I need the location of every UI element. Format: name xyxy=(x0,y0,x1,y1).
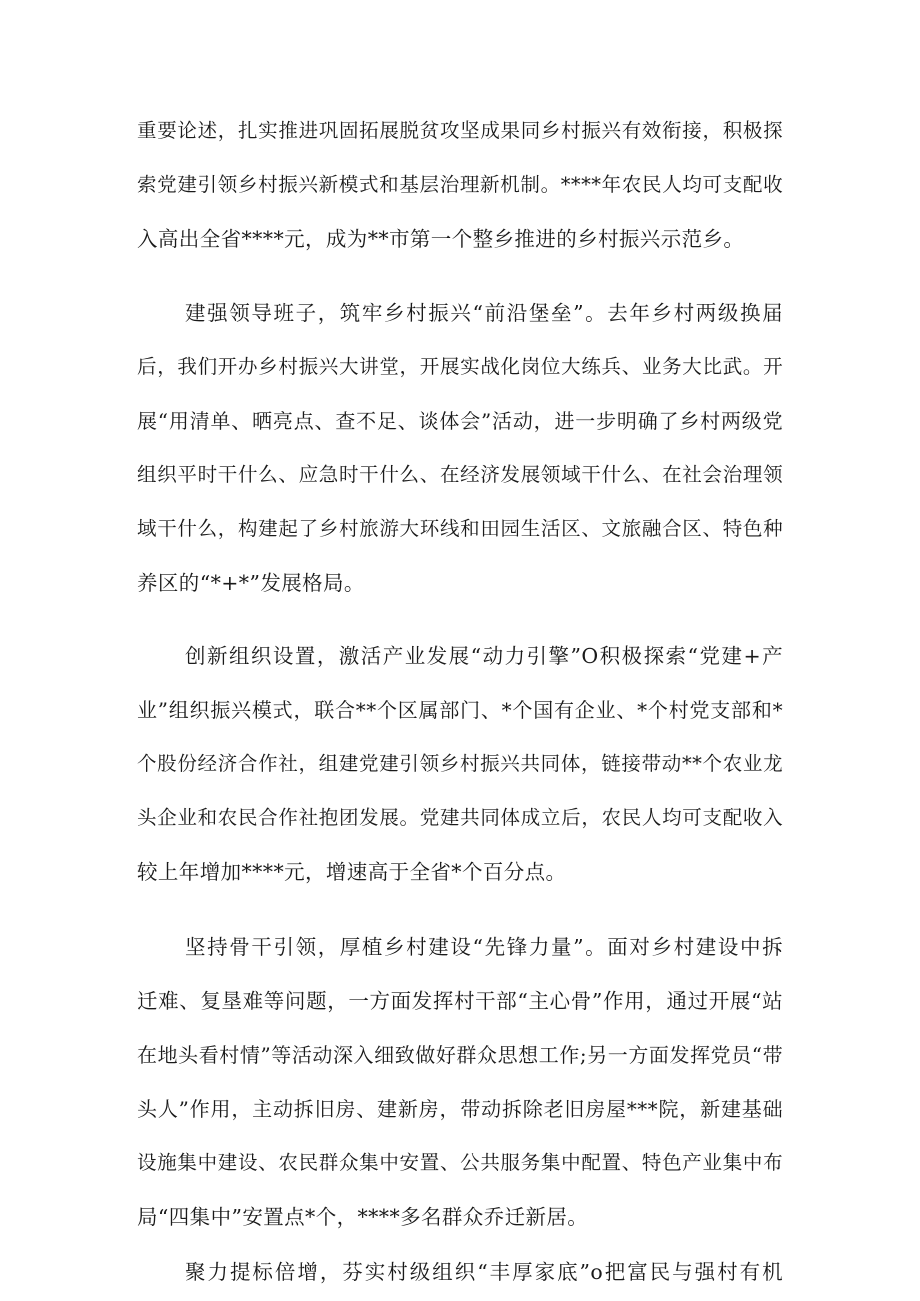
text-line: 创新组织设置，激活产业发展“动力引擎”O积极探索“党建+产 xyxy=(185,644,783,668)
text-line: 头企业和农民合作社抱团发展。党建共同体成立后，农民人均可支配收入 xyxy=(137,806,783,829)
text-line: 养区的“*+*”发展格局。 xyxy=(137,571,365,595)
text-line: 建强领导班子，筑牢乡村振兴“前沿堡垒”。去年乡村两级换届 xyxy=(185,301,783,325)
text-line: 头人”作用，主动拆旧房、建新房，带动拆除老旧房屋***院，新建基础 xyxy=(137,1097,783,1121)
text-line: 展“用清单、晒亮点、查不足、谈体会”活动，进一步明确了乡村两级党 xyxy=(137,409,783,433)
text-line: 聚力提标倍增，芬实村级组织“丰厚家底”o把富民与强村有机 xyxy=(185,1260,783,1284)
text-line: 局“四集中”安置点*个，****多名群众乔迁新居。 xyxy=(137,1205,589,1229)
text-line: 较上年增加****元，增速高于全省*个百分点。 xyxy=(137,860,567,884)
text-line: 业”组织振兴模式，联合**个区属部门、*个国有企业、*个村党支部和* xyxy=(137,698,783,722)
text-line: 设施集中建设、农民群众集中安置、公共服务集中配置、特色产业集中布 xyxy=(137,1151,783,1174)
text-line: 入高出全省****元，成为**市第一个整乡推进的乡村振兴示范乡。 xyxy=(137,227,745,251)
text-line: 组织平时干什么、应急时干什么、在经济发展领域干什么、在社会治理领 xyxy=(137,463,783,486)
text-line: 重要论述，扎实推进巩固拓展脱贫攻坚成果同乡村振兴有效衔接，积极探 xyxy=(137,119,783,142)
text-line: 在地头看村情”等活动深入细致做好群众思想工作;另一方面发挥党员“带 xyxy=(137,1043,783,1067)
text-line: 迁难、复垦难等问题，一方面发挥村干部“主心骨”作用，通过开展“站 xyxy=(137,989,783,1013)
text-line: 个股份经济合作社，组建党建引领乡村振兴共同体，链接带动**个农业龙 xyxy=(137,752,783,775)
text-line: 坚持骨干引领，厚植乡村建设“先锋力量”。面对乡村建设中拆 xyxy=(185,935,783,959)
text-line: 域干什么，构建起了乡村旅游大环线和田园生活区、文旅融合区、特色种 xyxy=(137,517,783,540)
text-line: 后，我们开办乡村振兴大讲堂，开展实战化岗位大练兵、业务大比武。开 xyxy=(137,355,783,378)
text-line: 索党建引领乡村振兴新模式和基层治理新机制。****年农民人均可支配收 xyxy=(137,173,783,196)
